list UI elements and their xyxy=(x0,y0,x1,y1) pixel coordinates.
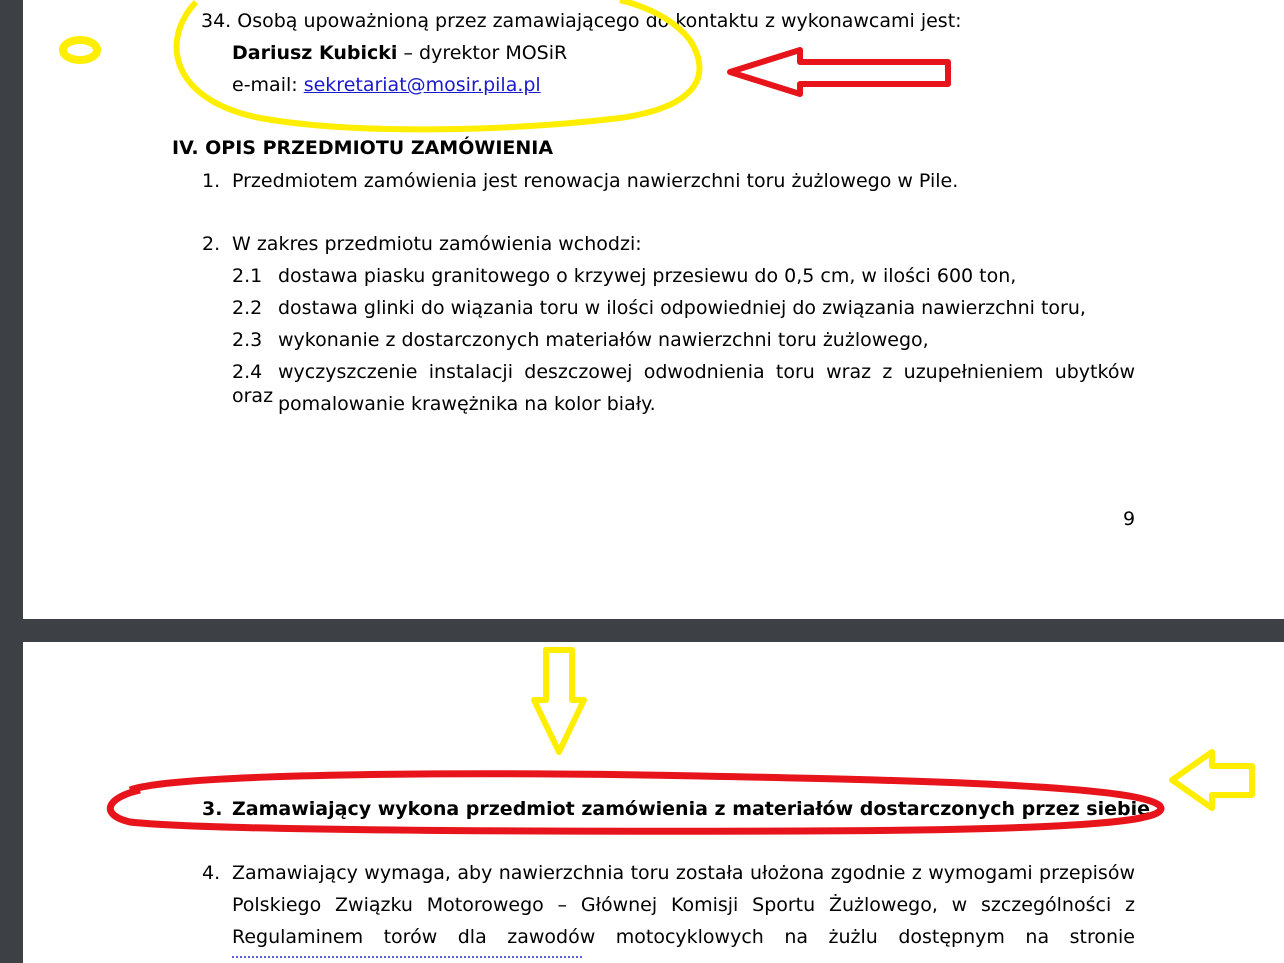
section-heading: IV. OPIS PRZEDMIOTU ZAMÓWIENIA xyxy=(172,137,554,159)
list-item-1 xyxy=(202,169,958,193)
contact-person xyxy=(232,41,567,65)
item-number: 2. xyxy=(202,233,221,255)
email-link[interactable]: sekretariat@mosir.pila.pl xyxy=(303,74,541,96)
sub-item xyxy=(232,296,1086,320)
contact-item xyxy=(201,9,962,33)
document-page-9 xyxy=(23,0,1284,619)
sub-item-number: 2.4 xyxy=(232,361,263,383)
item-text: Zamawiający wymaga, aby nawierzchnia toru została ułożona zgodnie z wymogami przepisów xyxy=(232,862,1135,884)
sub-item-text: wykonanie z dostarczonych materiałów nawierzchni toru żużlowego, xyxy=(278,329,929,351)
sub-item-number: 2.2 xyxy=(232,297,263,319)
cut-off-link-fragment xyxy=(232,956,582,960)
list-item-2 xyxy=(202,232,642,256)
email-label: e-mail: xyxy=(232,74,304,96)
item-text: Przedmiotem zamówienia jest renowacja nawierzchni toru żużlowego w Pile. xyxy=(232,170,959,192)
sub-item-text: dostawa piasku granitowego o krzywej przesiewu do 0,5 cm, w ilości 600 ton, xyxy=(278,265,1017,287)
item-number: 3. xyxy=(202,798,223,820)
item-number: 1. xyxy=(202,170,221,192)
list-item-4-line2: Polskiego Związku Motorowego – Głównej Komisji Sportu Żużlowego, w szczególności z xyxy=(232,894,1135,916)
sub-item xyxy=(232,328,929,352)
item-text: Zamawiający wykona przedmiot zamówienia z materiałów dostarczonych przez siebie. xyxy=(232,798,1158,820)
sub-item-number: 2.3 xyxy=(232,329,263,351)
list-item-3 xyxy=(202,797,1157,821)
list-item-4 xyxy=(202,861,1135,885)
contact-email-line xyxy=(232,73,541,97)
sub-item-text: wyczyszczenie instalacji deszczowej odwodnienia toru wraz z uzupełnieniem ubytków oraz xyxy=(232,361,1135,407)
sub-item xyxy=(232,264,1016,288)
item-number: 34. xyxy=(201,10,232,32)
contact-text: Osobą upoważnioną przez zamawiającego do kontaktu z wykonawcami jest: xyxy=(237,10,962,32)
sub-item-text: dostawa glinki do wiązania toru w ilości odpowiedniej do związania nawierzchni toru, xyxy=(278,297,1086,319)
contact-name: Dariusz Kubicki xyxy=(232,42,398,64)
sub-item-number: 2.1 xyxy=(232,265,263,287)
page-number: 9 xyxy=(1123,508,1136,530)
contact-role: – dyrektor MOSiR xyxy=(397,42,568,64)
list-item-4-line3: Regulaminem torów dla zawodów motocyklowych na żużlu dostępnym na stronie xyxy=(232,926,1135,948)
document-page-10 xyxy=(23,642,1284,963)
sub-item-continuation: pomalowanie krawężnika na kolor biały. xyxy=(278,393,656,415)
item-text: W zakres przedmiotu zamówienia wchodzi: xyxy=(232,233,642,255)
item-number: 4. xyxy=(202,862,221,884)
